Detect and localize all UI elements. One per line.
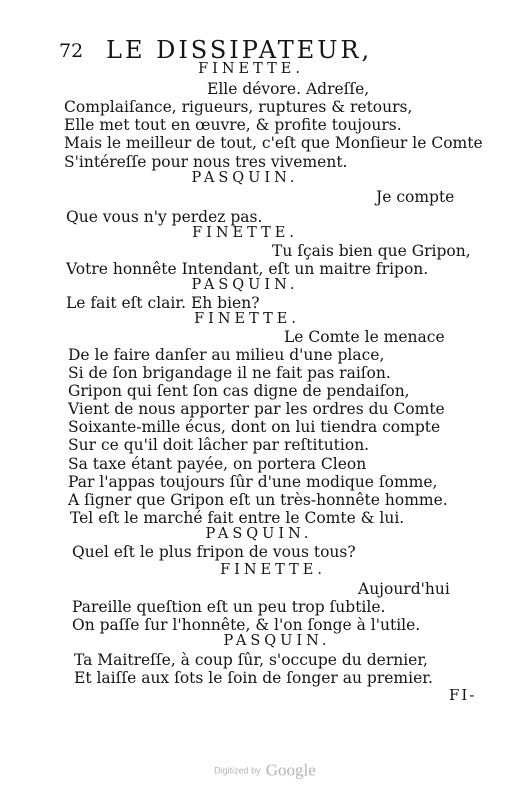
speaker-pasquin: PASQUIN. <box>191 277 299 293</box>
verse-line: On paſſe ſur l'honnête, & l'on ſonge à l'utile. <box>72 616 421 634</box>
verse-line: Le fait eſt clair. Eh bien? <box>66 294 260 312</box>
verse-line: Elle dévore. Adreſſe, <box>207 80 370 98</box>
speaker-pasquin: PASQUIN. <box>205 526 313 542</box>
page-number: 72 <box>59 40 84 62</box>
watermark-brand: Google <box>265 760 316 780</box>
verse-line: Votre honnête Intendant, eſt un maitre fripon. <box>66 260 429 278</box>
verse-line: Ta Maitreſſe, à coup ſûr, s'occupe du dernier, <box>74 651 428 669</box>
verse-line: Soixante-mille écus, dont on lui tiendra compte <box>68 418 441 436</box>
digitization-watermark <box>0 760 530 781</box>
verse-line: Elle met tout en œuvre, & profite toujours. <box>64 116 402 134</box>
verse-line: Que vous n'y perdez pas. <box>66 208 263 226</box>
speaker-finette: FINETTE. <box>198 61 304 77</box>
speaker-pasquin: PASQUIN. <box>223 633 331 649</box>
verse-line: Quel eſt le plus fripon de vous tous? <box>72 543 356 561</box>
speaker-finette: FINETTE. <box>192 225 298 241</box>
verse-line: Sa taxe étant payée, on portera Cleon <box>68 455 367 473</box>
verse-line: Et laiſſe aux ſots le ſoin de ſonger au premier. <box>74 669 433 687</box>
verse-line: Vient de nous apporter par les ordres du Comte <box>68 400 445 418</box>
verse-line: De le faire danſer au milieu d'une place, <box>68 346 385 364</box>
speaker-pasquin: PASQUIN. <box>191 170 299 186</box>
verse-line: Tel eſt le marché fait entre le Comte & lui. <box>70 509 405 527</box>
watermark-prefix: Digitized by <box>214 765 261 776</box>
verse-line: Complaiſance, rigueurs, ruptures & retours, <box>64 98 413 116</box>
verse-line: S'intéreſſe pour nous tres vivement. <box>64 153 348 171</box>
catchword: FI- <box>449 686 477 704</box>
verse-line: Pareille queſtion eſt un peu trop ſubtile. <box>72 598 386 616</box>
speaker-finette: FINETTE. <box>220 562 326 578</box>
verse-line: Gripon qui ſent ſon cas digne de pendaiſon, <box>68 382 410 400</box>
verse-line: A ſigner que Gripon eſt un très-honnête homme. <box>68 491 448 509</box>
verse-line: Si de ſon brigandage il ne fait pas raiſon. <box>68 364 391 382</box>
verse-line: Je compte <box>376 188 455 206</box>
speaker-finette: FINETTE. <box>194 311 300 327</box>
verse-line: Aujourd'hui <box>358 580 450 598</box>
verse-line: Mais le meilleur de tout, c'eſt que Monſieur le Comte <box>64 134 483 152</box>
running-title: LE DISSIPATEUR, <box>106 36 373 64</box>
verse-line: Sur ce qu'il doit lâcher par reſtitution. <box>68 436 370 454</box>
verse-line: Par l'appas toujours ſûr d'une modique ſomme, <box>68 473 438 491</box>
verse-line: Le Comte le menace <box>284 328 445 346</box>
verse-line: Tu ſçais bien que Gripon, <box>272 242 471 260</box>
